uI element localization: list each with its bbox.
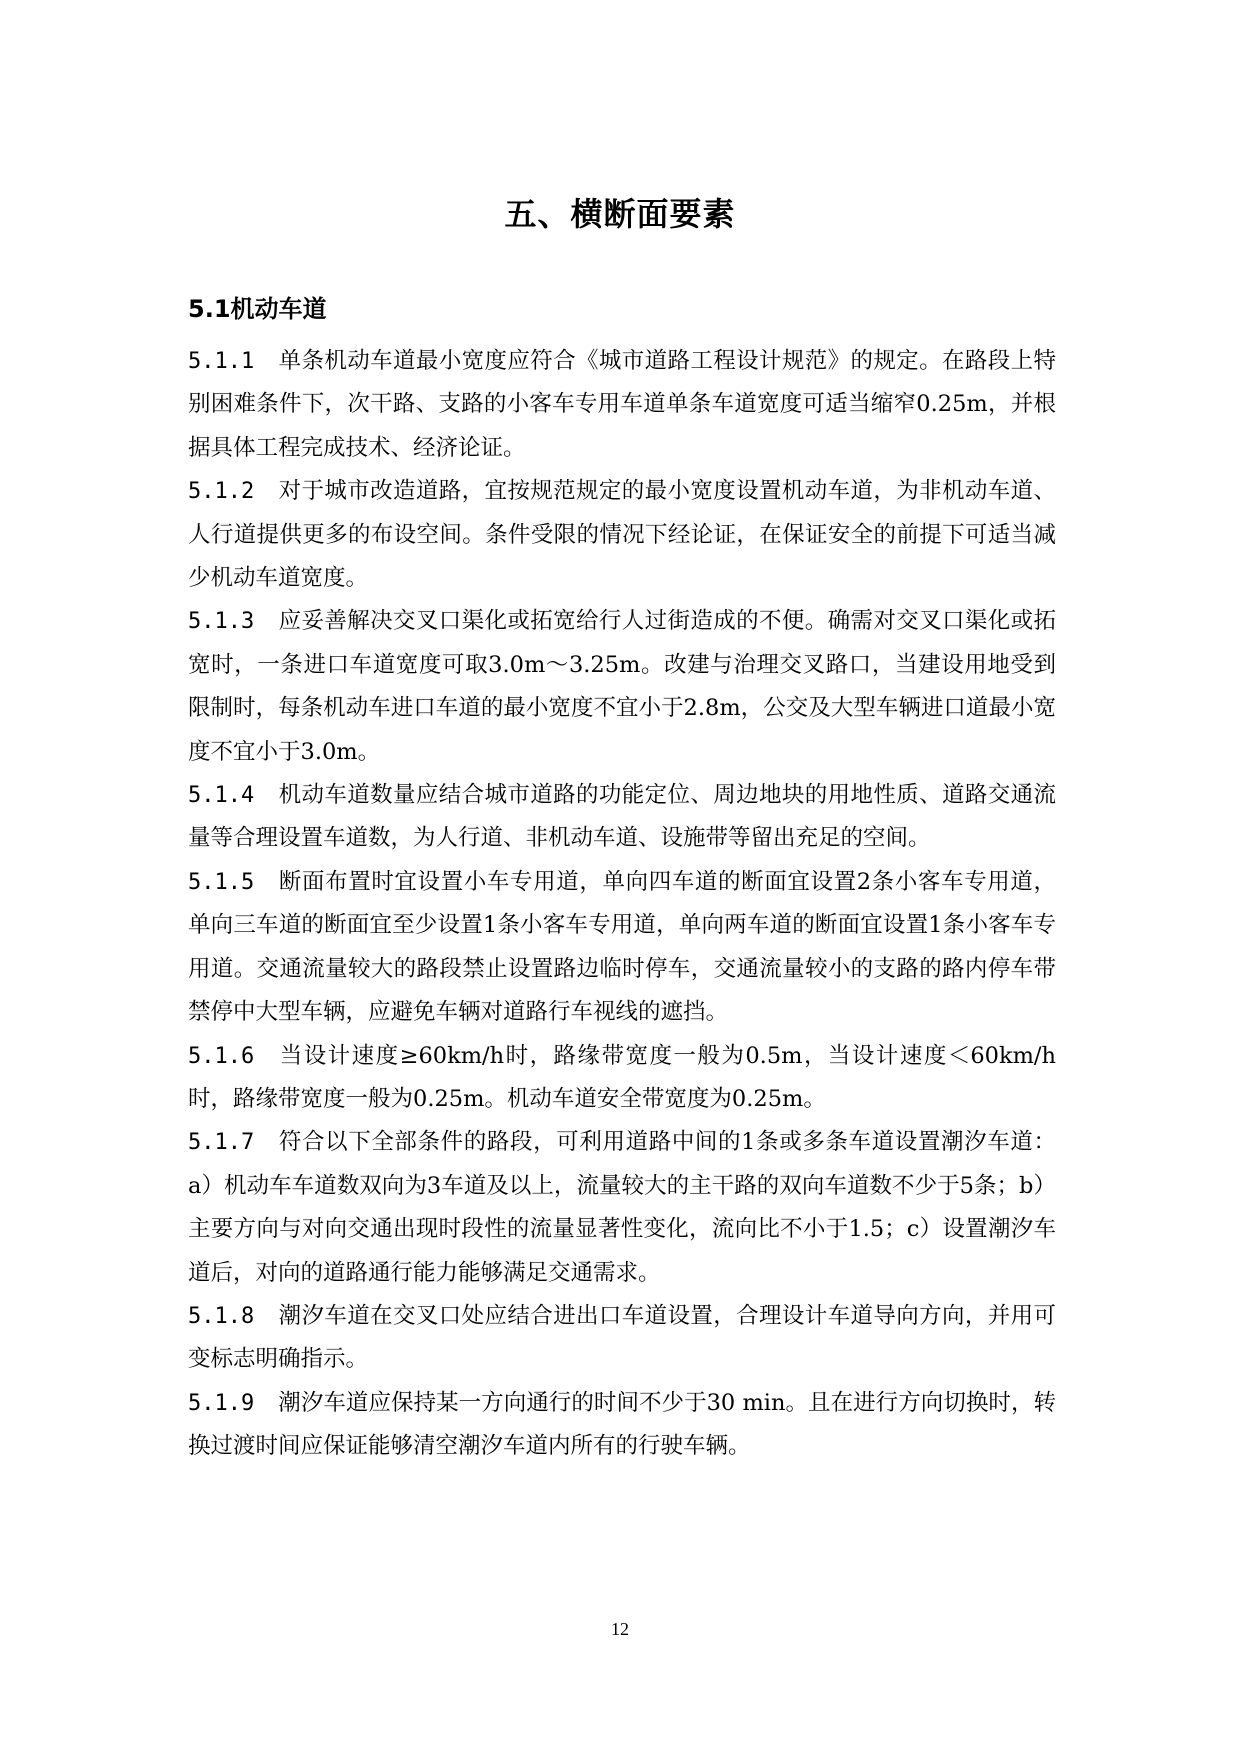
clause-number: 5.1.4	[188, 783, 255, 809]
clause-text: 符合以下全部条件的路段，可利用道路中间的1条或多条车道设置潮汐车道：a）机动车车道数双向为3车道及以上，流量较大的主干路的双向车道数不少于5条；b）主要方向与对向交通出现时段性的流量显著性变化，流向比不小于1.5；c）设置潮汐车道后，对向的道路通行能力能够满足交通需求。	[188, 1129, 1056, 1286]
clause-5-1-7	[188, 1121, 1056, 1295]
clause-5-1-9	[188, 1382, 1056, 1469]
clause-text: 当设计速度≥60km/h时，路缘带宽度一般为0.5m，当设计速度＜60km/h时，路缘带宽度一般为0.25m。机动车道安全带宽度为0.25m。	[188, 1042, 1056, 1112]
clause-number: 5.1.3	[188, 609, 255, 635]
page-number: 12	[611, 1619, 629, 1639]
clause-number: 5.1.9	[188, 1390, 255, 1416]
clause-text: 单条机动车道最小宽度应符合《城市道路工程设计规范》的规定。在路段上特别困难条件下，次干路、支路的小客车专用车道单条车道宽度可适当缩窄0.25m，并根据具体工程完成技术、经济论证。	[188, 348, 1056, 461]
section-heading: 5.1机动车道	[188, 295, 327, 323]
clause-text: 应妥善解决交叉口渠化或拓宽给行人过街造成的不便。确需对交叉口渠化或拓宽时，一条进口车道宽度可取3.0m～3.25m。改建与治理交叉路口，当建设用地受到限制时，每条机动车进口车道的最小宽度不宜小于2.8m，公交及大型车辆进口道最小宽度不宜小于3.0m。	[188, 608, 1056, 765]
clause-5-1-1	[188, 340, 1056, 470]
clause-5-1-3	[188, 600, 1056, 774]
clause-text: 机动车道数量应结合城市道路的功能定位、周边地块的用地性质、道路交通流量等合理设置车道数，为人行道、非机动车道、设施带等留出充足的空间。	[188, 782, 1056, 852]
clause-5-1-5	[188, 861, 1056, 1035]
clause-number: 5.1.2	[188, 479, 255, 505]
clause-5-1-4	[188, 774, 1056, 861]
clause-5-1-2	[188, 470, 1056, 600]
clause-number: 5.1.8	[188, 1303, 255, 1329]
clause-text: 对于城市改造道路，宜按规范规定的最小宽度设置机动车道，为非机动车道、人行道提供更多的布设空间。条件受限的情况下经论证，在保证安全的前提下可适当减少机动车道宽度。	[188, 478, 1056, 592]
clause-text: 潮汐车道应保持某一方向通行的时间不少于30 min。且在进行方向切换时，转换过渡时间应保证能够清空潮汐车道内所有的行驶车辆。	[188, 1389, 1056, 1460]
clause-text: 潮汐车道在交叉口处应结合进出口车道设置，合理设计车道导向方向，并用可变标志明确指示。	[188, 1302, 1056, 1373]
clause-text: 断面布置时宜设置小车专用道，单向四车道的断面宜设置2条小客车专用道，单向三车道的断面宜至少设置1条小客车专用道，单向两车道的断面宜设置1条小客车专用道。交通流量较大的路段禁止设置路边临时停车，交通流量较小的支路的路内停车带禁停中大型车辆，应避免车辆对道路行车视线的遮挡。	[188, 868, 1056, 1026]
clause-number: 5.1.7	[188, 1130, 255, 1156]
clause-5-1-6	[188, 1035, 1056, 1122]
clause-number: 5.1.5	[188, 869, 255, 895]
clause-5-1-8	[188, 1295, 1056, 1382]
clause-number: 5.1.6	[188, 1043, 255, 1069]
clause-number: 5.1.1	[188, 349, 255, 374]
chapter-title: 五、横断面要素	[504, 195, 736, 233]
section-body	[188, 340, 1056, 1469]
